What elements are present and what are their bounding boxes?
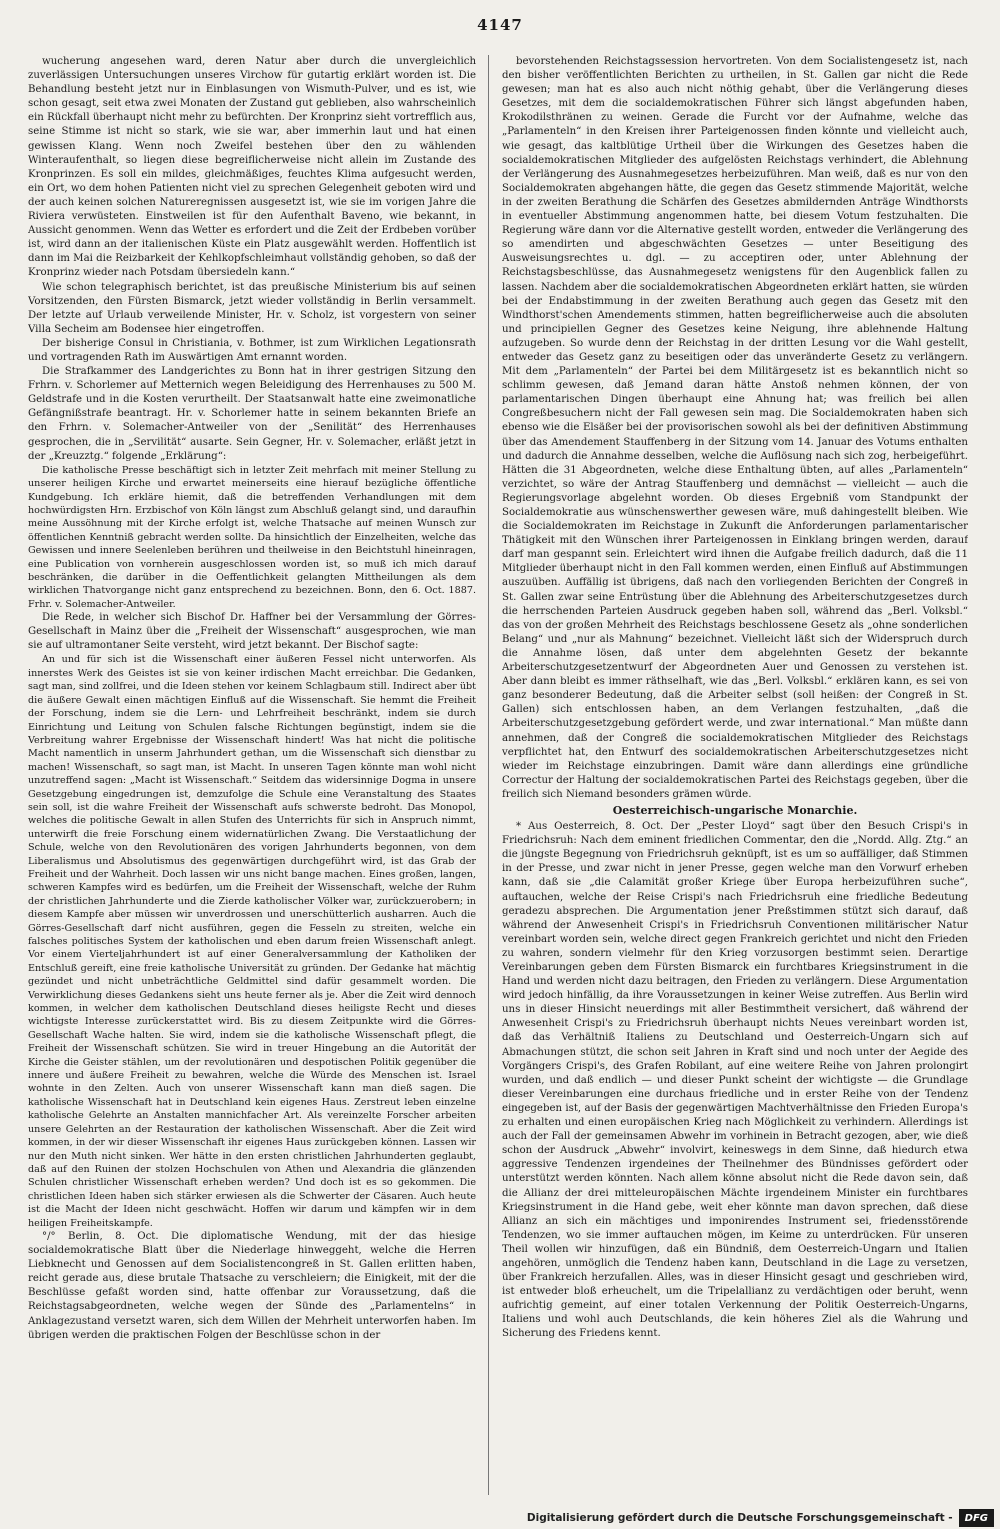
paragraph: Wie schon telegraphisch berichtet, ist das preußische Ministerium bis auf seinen Vorsitzenden, den Fürsten Bismarck, jetzt wieder vollständig in Berlin versammelt. Der letzte auf Urlaub verweilende Minister, Hr. v. Scholz, ist vorgestern von seiner Villa Secheim am Bodensee hier eingetroffen. <box>28 281 476 335</box>
footer-text: Digitalisierung gefördert durch die Deutsche Forschungsgemeinschaft - <box>526 1512 953 1524</box>
section-heading: Oesterreichisch-ungarische Monarchie. <box>612 803 858 817</box>
column-divider <box>488 55 489 1495</box>
right-column-top <box>502 55 968 802</box>
paragraph: Die Strafkammer des Landgerichtes zu Bonn hat in ihrer gestrigen Sitzung den Frhrn. v. Schorlemer auf Metternich wegen Beleidigung des Herrenhauses zu 500 M. Geldstrafe und in die Kosten verurtheilt. Der Staatsanwalt hatte eine zweimonatliche Gefängnißstrafe beantragt. Hr. v. Schorlemer hatte in seinem bekannten Briefe an den Frhrn. v. Solemacher-Antweiler von der „Senilität“ des Herrenhauses gesprochen, die in „Servilität“ ausarte. Sein Gegner, Hr. v. Solemacher, erläßt jetzt in der „Kreuzztg.“ folgende „Erklärung“: <box>28 366 476 462</box>
paragraph: Die katholische Presse beschäftigt sich in letzter Zeit mehrfach mit meiner Stellung zu unserer heiligen Kirche und erwartet meinerseits eine hierauf bezügliche öffentliche Kundgebung. Ich erkläre hiemit, daß die betreffenden Verhandlungen mit dem hochwürdigsten Hrn. Erzbischof von Köln längst zum Abschluß gelangt sind, und daraufhin meine Aussöhnung mit der Kirche erfolgt ist, welche Thatsache auf meinen Wunsch zur öffentlichen Kenntniß gebracht werden sollte. Da hinsichtlich der Einzelheiten, welche das Gewissen und innere Seelenleben berühren und theilweise in den Beichtstuhl hineinragen, eine Publication von vornherein ausgeschlossen worden ist, so muß ich mich darauf beschränken, die darüber in die Oeffentlichkeit gelangten Mittheilungen als dem wirklichen Thatvorgange nicht ganz entsprechend zu bezeichnen. Bonn, den 6. Oct. 1887. Frhr. v. Solemacher-Antweiler. <box>28 464 476 610</box>
paragraph: °/° Berlin, 8. Oct. Die diplomatische Wendung, mit der das hiesige socialdemokratische Blatt über die Niederlage hinweggeht, welche die Herren Liebknecht und Genossen auf dem Socialistencongreß in St. Gallen erlitten haben, reicht gerade aus, diese brutale Thatsache zu verschleiern; die Einigkeit, mit der die Beschlüsse gefaßt worden sind, hatte offenbar zur Voraussetzung, daß die Reichstagsabgeordneten, welche wegen der Sünde des „Parlamentelns“ in Anklagezustand versetzt waren, sich dem Willen der Mehrheit unterworfen haben. Im übrigen werden die praktischen Folgen der Beschlüsse schon in der <box>28 1230 476 1341</box>
paragraph: * Aus Oesterreich, 8. Oct. Der „Pester Lloyd“ sagt über den Besuch Crispi's in Friedrichsruh: Nach dem eminent friedlichen Commentar, den die „Nordd. Allg. Ztg.“ an die jüngste Begegnung von Friedrichsruh geknüpft, ist es um so auffälliger, daß Stimmen in der Presse, und zwar nicht in jener Presse, gegen welche man den Vorwurf erheben kann, daß sie „die Calamität großer Kriege über Europa herbeizuführen suche“, auftauchen, welche der Reise Crispi's nach Friedrichsruh eine friedliche Bedeutung geradezu absprechen. Die Argumentation jener Preßstimmen stützt sich darauf, daß während der Anwesenheit Crispi's in Friedrichsruh Conventionen militärischer Natur vereinbart worden sein, welche direct gegen Frankreich gerichtet und nicht den Frieden zu wahren, sondern vielmehr für den Krieg vorzusorgen bestimmt seien. Derartige Vereinbarungen geben dem Fürsten Bismarck ein furchtbares Kriegsinstrument in die Hand und werden nicht dazu beitragen, den Frieden zu verlängern. Diese Argumentation wird jedoch hinfällig, da ihre Voraussetzungen in keiner Weise zutreffen. Aus Berlin wird uns in dieser Hinsicht neuerdings mit aller Bestimmtheit versichert, daß während der Anwesenheit Crispi's zu Friedrichsruh überhaupt nichts Neues vereinbart worden ist, daß das Verhältniß Italiens zu Deutschland und Oesterreich-Ungarn sich auf Abmachungen stützt, die schon seit Jahren in Kraft sind und noch unter der Aegide des Vorgängers Crispi's, des Grafen Robilant, auf eine weitere Reihe von Jahren prolongirt wurden, und daß endlich — und dieser Punkt scheint der wichtigste — die Grundlage dieser Vereinbarungen eine durchaus friedliche und in erster Reihe von der Tendenz eingegeben ist, auf der Basis der gegenwärtigen Machtverhältnisse den Frieden Europa's zu erhalten und einen europäischen Krieg nach Möglichkeit zu verhindern. Allerdings ist auch der Fall der gemeinsamen Abwehr im vorhinein in Betracht gezogen, aber, wie dieß schon der Ausdruck „Abwehr“ involvirt, keineswegs in dem Sinne, daß hiedurch etwa aggressive Tendenzen irgendeines der Theilnehmer des Bündnisses gefördert oder unterstützt werden könnten. Nach allem könne absolut nicht die Rede davon sein, daß die Allianz der drei mitteleuropäischen Mächte irgendeinem Minister ein furchtbares Kriegsinstrument in die Hand gebe, weit eher könnte man davon sprechen, daß diese Allianz an sich ein mächtiges und imponirendes Instrument sei, friedensstörende Tendenzen, wo sie immer auftauchen mögen, im Keime zu unterdrücken. Für unseren Theil wollen wir hinzufügen, daß ein Bündniß, dem Oesterreich-Ungarn und Italien angehören, unmöglich die Tendenz haben kann, Deutschland in die Lage zu versetzen, über Frankreich herzufallen. Alles, was in dieser Hinsicht gesagt und geschrieben wird, ist entweder bloß erheuchelt, um die Tripelallianz zu verdächtigen oder beruht, wenn aufrichtig gemeint, auf einer totalen Verkennung der Politik Oesterreich-Ungarns, Italiens und wohl auch Deutschlands, die kein höheres Ziel als die Wahrung und Sicherung des Friedens kennt. <box>502 821 968 1340</box>
left-column <box>28 55 476 1495</box>
right-column <box>502 55 968 1495</box>
paragraph: wucherung angesehen ward, deren Natur aber durch die unvergleichlich zuverlässigen Untersuchungen unseres Virchow für gutartig erklärt worden ist. Die Behandlung besteht jetzt nur in Einblasungen von Wismuth-Pulver, und es ist, wie schon gesagt, seit etwa zwei Monaten der Zustand gut geblieben, also wahrscheinlich ein Rückfall überhaupt nicht mehr zu befürchten. Der Kronprinz sieht vortrefflich aus, seine Stimme ist nicht so stark, wie sie war, aber immerhin laut und hat einen gewissen Klang. Wenn noch Zweifel bestehen über den zu wählenden Winteraufenthalt, so liegen diese begreiflicherweise nicht allein im Zustande des Kronprinzen. Es soll ein mildes, gleichmäßiges, feuchtes Klima aufgesucht werden, ein Ort, wo dem hohen Patienten nicht viel zu sprechen Gelegenheit geboten wird und der auch keinen solchen Natureregnissen ausgesetzt ist, wie sie im vorigen Jahre die Riviera verwüsteten. Einstweilen ist für den Aufenthalt Baveno, wie bekannt, in Aussicht genommen. Wenn das Wetter es erfordert und die Zeit der Erdbeben vorüber ist, wird dann an der italienischen Küste ein Platz ausgewählt werden. Hoffentlich ist dann im Mai die Reizbarkeit der Kehlkopfschleimhaut vollständig gehoben, so daß der Kronprinz wieder nach Potsdam übersiedeln kann.“ <box>28 56 476 279</box>
paragraph: Der bisherige Consul in Christiania, v. Bothmer, ist zum Wirklichen Legationsrath und vortragenden Rath im Auswärtigen Amt ernannt worden. <box>28 337 476 363</box>
paragraph: An und für sich ist die Wissenschaft einer äußeren Fessel nicht unterworfen. Als innerstes Werk des Geistes ist sie von keiner irdischen Macht erreichbar. Die Gedanken, sagt man, sind zollfrei, und die Ideen stehen vor keinem Schlagbaum still. Indirect aber übt die äußere Gewalt einen mächtigen Einfluß auf die Wissenschaft. Sie hemmt die Freiheit der Forschung, indem sie die Lern- und Lehrfreiheit beschränkt, indem sie durch Einrichtung und Leitung von Schulen falsche Richtungen begünstigt, indem sie die Verbreitung wahrer Ergebnisse der Wissenschaft hindert! Was hat nicht die politische Macht namentlich in unserm Jahrhundert gethan, um die Wissenschaft sich dienstbar zu machen! Wissenschaft, so sagt man, ist Macht. In unseren Tagen könnte man wohl nicht unzutreffend sagen: „Macht ist Wissenschaft.“ Seitdem das widersinnige Dogma in unsere Gesetzgebung eingedrungen ist, demzufolge die Schule eine Veranstaltung des Staates sein soll, ist die wahre Freiheit der Wissenschaft aufs schwerste bedroht. Das Monopol, welches die politische Gewalt in allen Stufen des Unterrichts für sich in Anspruch nimmt, unterwirft die freie Forschung einem widernatürlichen Zwang. Die Verstaatlichung der Schule, welche von den Revolutionären des vorigen Jahrhunderts begonnen, von dem Liberalismus und Absolutismus des gegenwärtigen durchgeführt wird, ist das Grab der Freiheit und der Wahrheit. Doch lassen wir uns nicht bange machen. Eines großen, langen, schweren Kampfes wird es bedürfen, um die Freiheit der Wissenschaft, welche der Ruhm der christlichen Jahrhunderte und die Zierde katholischer Völker war, zurückzuerobern; in diesem Kampfe aber müssen wir unverdrossen und unerschütterlich ausharren. Auch die Görres-Gesellschaft darf nicht ausführen, gegen die Fesseln zu streiten, welche ein falsches politisches System der katholischen und eben darum freien Wissenschaft anlegt. Vor einem Vierteljahrhundert ist auf einer Generalversammlung der Katholiken der Entschluß gereift, eine freie katholische Universität zu gründen. Der Gedanke hat mächtig gezündet und nicht unbeträchtliche Geldmittel sind dafür gesammelt worden. Die Verwirklichung dieses Gedankens sieht uns heute ferner als je. Aber die Zeit wird dennoch kommen, in welcher dem katholischen Deutschland dieses heiligste Recht und dieses wichtigste Interesse zurückerstattet wird. Bis zu diesem Zeitpunkte wird die Görres-Gesellschaft Wache halten. Sie wird, indem sie die katholische Wissenschaft pflegt, die Freiheit der Wissenschaft schützen. Sie wird in treuer Hingebung an die Autorität der Kirche die Geister stählen, um der revolutionären und despotischen Politik gegenüber die innere und äußere Freiheit zu bewahren, welche die Würde des Menschen ist. Israel wohnte in den Zelten. Auch von unserer Wissenschaft kann man dieß sagen. Die katholische Wissenschaft hat in Deutschland kein eigenes Haus. Zerstreut leben einzelne katholische Gelehrte an Anstalten mannichfacher Art. Als vereinzelte Forscher arbeiten unsere Gelehrten an der Restauration der katholischen Wissenschaft. Aber die Zeit wird kommen, in der wir dieser Wissenschaft ihr eigenes Haus zurückgeben können. Lassen wir nur den Muth nicht sinken. Wer hätte in den ersten christlichen Jahrhunderten geglaubt, daß auf den Ruinen der stolzen Hochschulen von Athen und Alexandria die glänzenden Schulen christlicher Wissenschaft erheben werden? Und doch ist es so gekommen. Die christlichen Ideen haben sich stärker erwiesen als die Schwerter der Cäsaren. Auch heute ist die Macht der Ideen nicht geschwächt. Hoffen wir darum und kämpfen wir in dem heiligen Freiheitskampfe. <box>28 654 476 1229</box>
page-number: 4147 <box>477 16 523 34</box>
right-column-bottom <box>502 820 968 1341</box>
footer <box>0 1507 1000 1529</box>
dfg-logo: DFG <box>959 1509 994 1527</box>
paragraph: Die Rede, in welcher sich Bischof Dr. Haffner bei der Versammlung der Görres-Gesellschaft in Mainz über die „Freiheit der Wissenschaft“ ausgesprochen, wie man sie auf ultramontaner Seite versteht, wird jetzt bekannt. Der Bischof sagte: <box>28 612 476 652</box>
paragraph: bevorstehenden Reichstagssession hervortreten. Von dem Socialistengesetz ist, nach den bisher veröffentlichten Berichten zu urtheilen, in St. Gallen gar nicht die Rede gewesen; man hat es also auch nicht nöthig gehabt, über die Verlängerung dieses Gesetzes, mit dem die socialdemokratischen Führer sich längst abgefunden haben, Krokodilsthränen zu weinen. Gerade die Furcht vor der Aufnahme, welche das „Parlamenteln“ in den Kreisen ihrer Parteigenossen finden könnte und vielleicht auch, wie gesagt, das kaltblütige Urtheil über die Wirkungen des Gesetzes haben die socialdemokratischen Mitglieder des aufgelösten Reichstags verhindert, die Ablehnung der Verlängerung des Ausnahmegesetzes herbeizuführen. Man weiß, daß es nur von den Socialdemokraten abgehangen hätte, die gegen das Gesetz stimmende Majorität, welche in der zweiten Berathung die Schärfen des Gesetzes abmildernden Anträge Windthorsts in eventueller Abstimmung angenommen hatte, bei diesem Votum festzuhalten. Die Regierung wäre dann vor die Alternative gestellt worden, entweder die Verlängerung des so amendirten und abgeschwächten Gesetzes — unter Beseitigung des Ausweisungsrechtes u. dgl. — zu acceptiren oder, unter Ablehnung der Reichstagsbeschlüsse, das Ausnahmegesetz wenigstens für den Augenblick fallen zu lassen. Nachdem aber die socialdemokratischen Abgeordneten erklärt hatten, sie würden bei der Endabstimmung in der zweiten Berathung auch gegen das Gesetz mit den Windthorst'schen Amendements stimmen, hatten begreiflicherweise auch die absoluten und principiellen Gegner des Gesetzes keine Neigung, ihre ablehnende Haltung aufzugeben. So wurde denn der Reichstag in der dritten Lesung vor die Wahl gestellt, entweder das Gesetz ganz zu beseitigen oder das unveränderte Gesetz zu verlängern. Mit dem „Parlamenteln“ der Partei bei dem Militärgesetz ist es bekanntlich nicht so schlimm gewesen, daß Jemand daran hätte Anstoß nehmen können, der von parlamentarischen Dingen überhaupt eine Ahnung hat; was freilich bei allen Congreßbesuchern nicht der Fall gewesen sein mag. Die Socialdemokraten haben sich ebenso wie die Elsäßer bei der provisorischen sowohl als bei der definitiven Abstimmung über das Amendement Stauffenberg in der Sitzung vom 14. Januar des Votums enthalten und dadurch die Annahme desselben, welche die Auflösung nach sich zog, herbeigeführt. Hätten die 31 Abgeordneten, welche diese Enthaltung übten, auf alles „Parlamenteln“ verzichtet, so wäre der Antrag Stauffenberg und demnächst — vielleicht — auch die Regierungsvorlage abgelehnt worden. Ob dieses Ergebniß vom Standpunkt der Socialdemokratie aus wünschenswerther gewesen wäre, muß dahingestellt bleiben. Wie die Socialdemokraten im Reichstage in Zukunft die Anforderungen parlamentarischer Thätigkeit mit den Wünschen ihrer Parteigenossen in Einklang bringen werden, darauf darf man gespannt sein. Erleichtert wird ihnen die Aufgabe freilich dadurch, daß die 11 Mitglieder überhaupt nicht in den Fall kommen werden, einen Einfluß auf Abstimmungen auszuüben. Auffällig ist übrigens, daß nach den vorliegenden Berichten der Congreß in St. Gallen zwar seine Entrüstung über die Ablehnung des Arbeiterschutzgesetzes durch die herrschenden Parteien Ausdruck gegeben haben soll, während das „Berl. Volksbl.“ das von der großen Mehrheit des Reichstags beschlossene Gesetz als „ohne sonderlichen Belang“ und „nur als Mahnung“ bezeichnet. Vielleicht läßt sich der Widerspruch durch die Annahme lösen, daß unter dem abgelehnten Gesetz der bekannte Arbeiterschutzgesetzentwurf der Abgeordneten Auer und Genossen zu verstehen ist. Aber dann bleibt es immer räthselhaft, wie das „Berl. Volksbl.“ erklären kann, es sei von ganz besonderer Bedeutung, daß die Arbeiter selbst (soll heißen: der Congreß in St. Gallen) sich entschlossen haben, an dem Verlangen festzuhalten, „daß die Arbeiterschutzgesetzgebung gefördert werde, und zwar international.“ Man müßte dann annehmen, daß der Congreß die socialdemokratischen Mitglieder des Reichstags verpflichtet hat, den Entwurf des socialdemokratischen Arbeiterschutzgesetzes nicht wieder im Reichstage einzubringen. Damit wäre dann allerdings eine gründliche Correctur der Haltung der socialdemokratischen Partei des Reichstags gegeben, über die freilich sich Niemand besonders grämen würde. <box>502 56 968 800</box>
